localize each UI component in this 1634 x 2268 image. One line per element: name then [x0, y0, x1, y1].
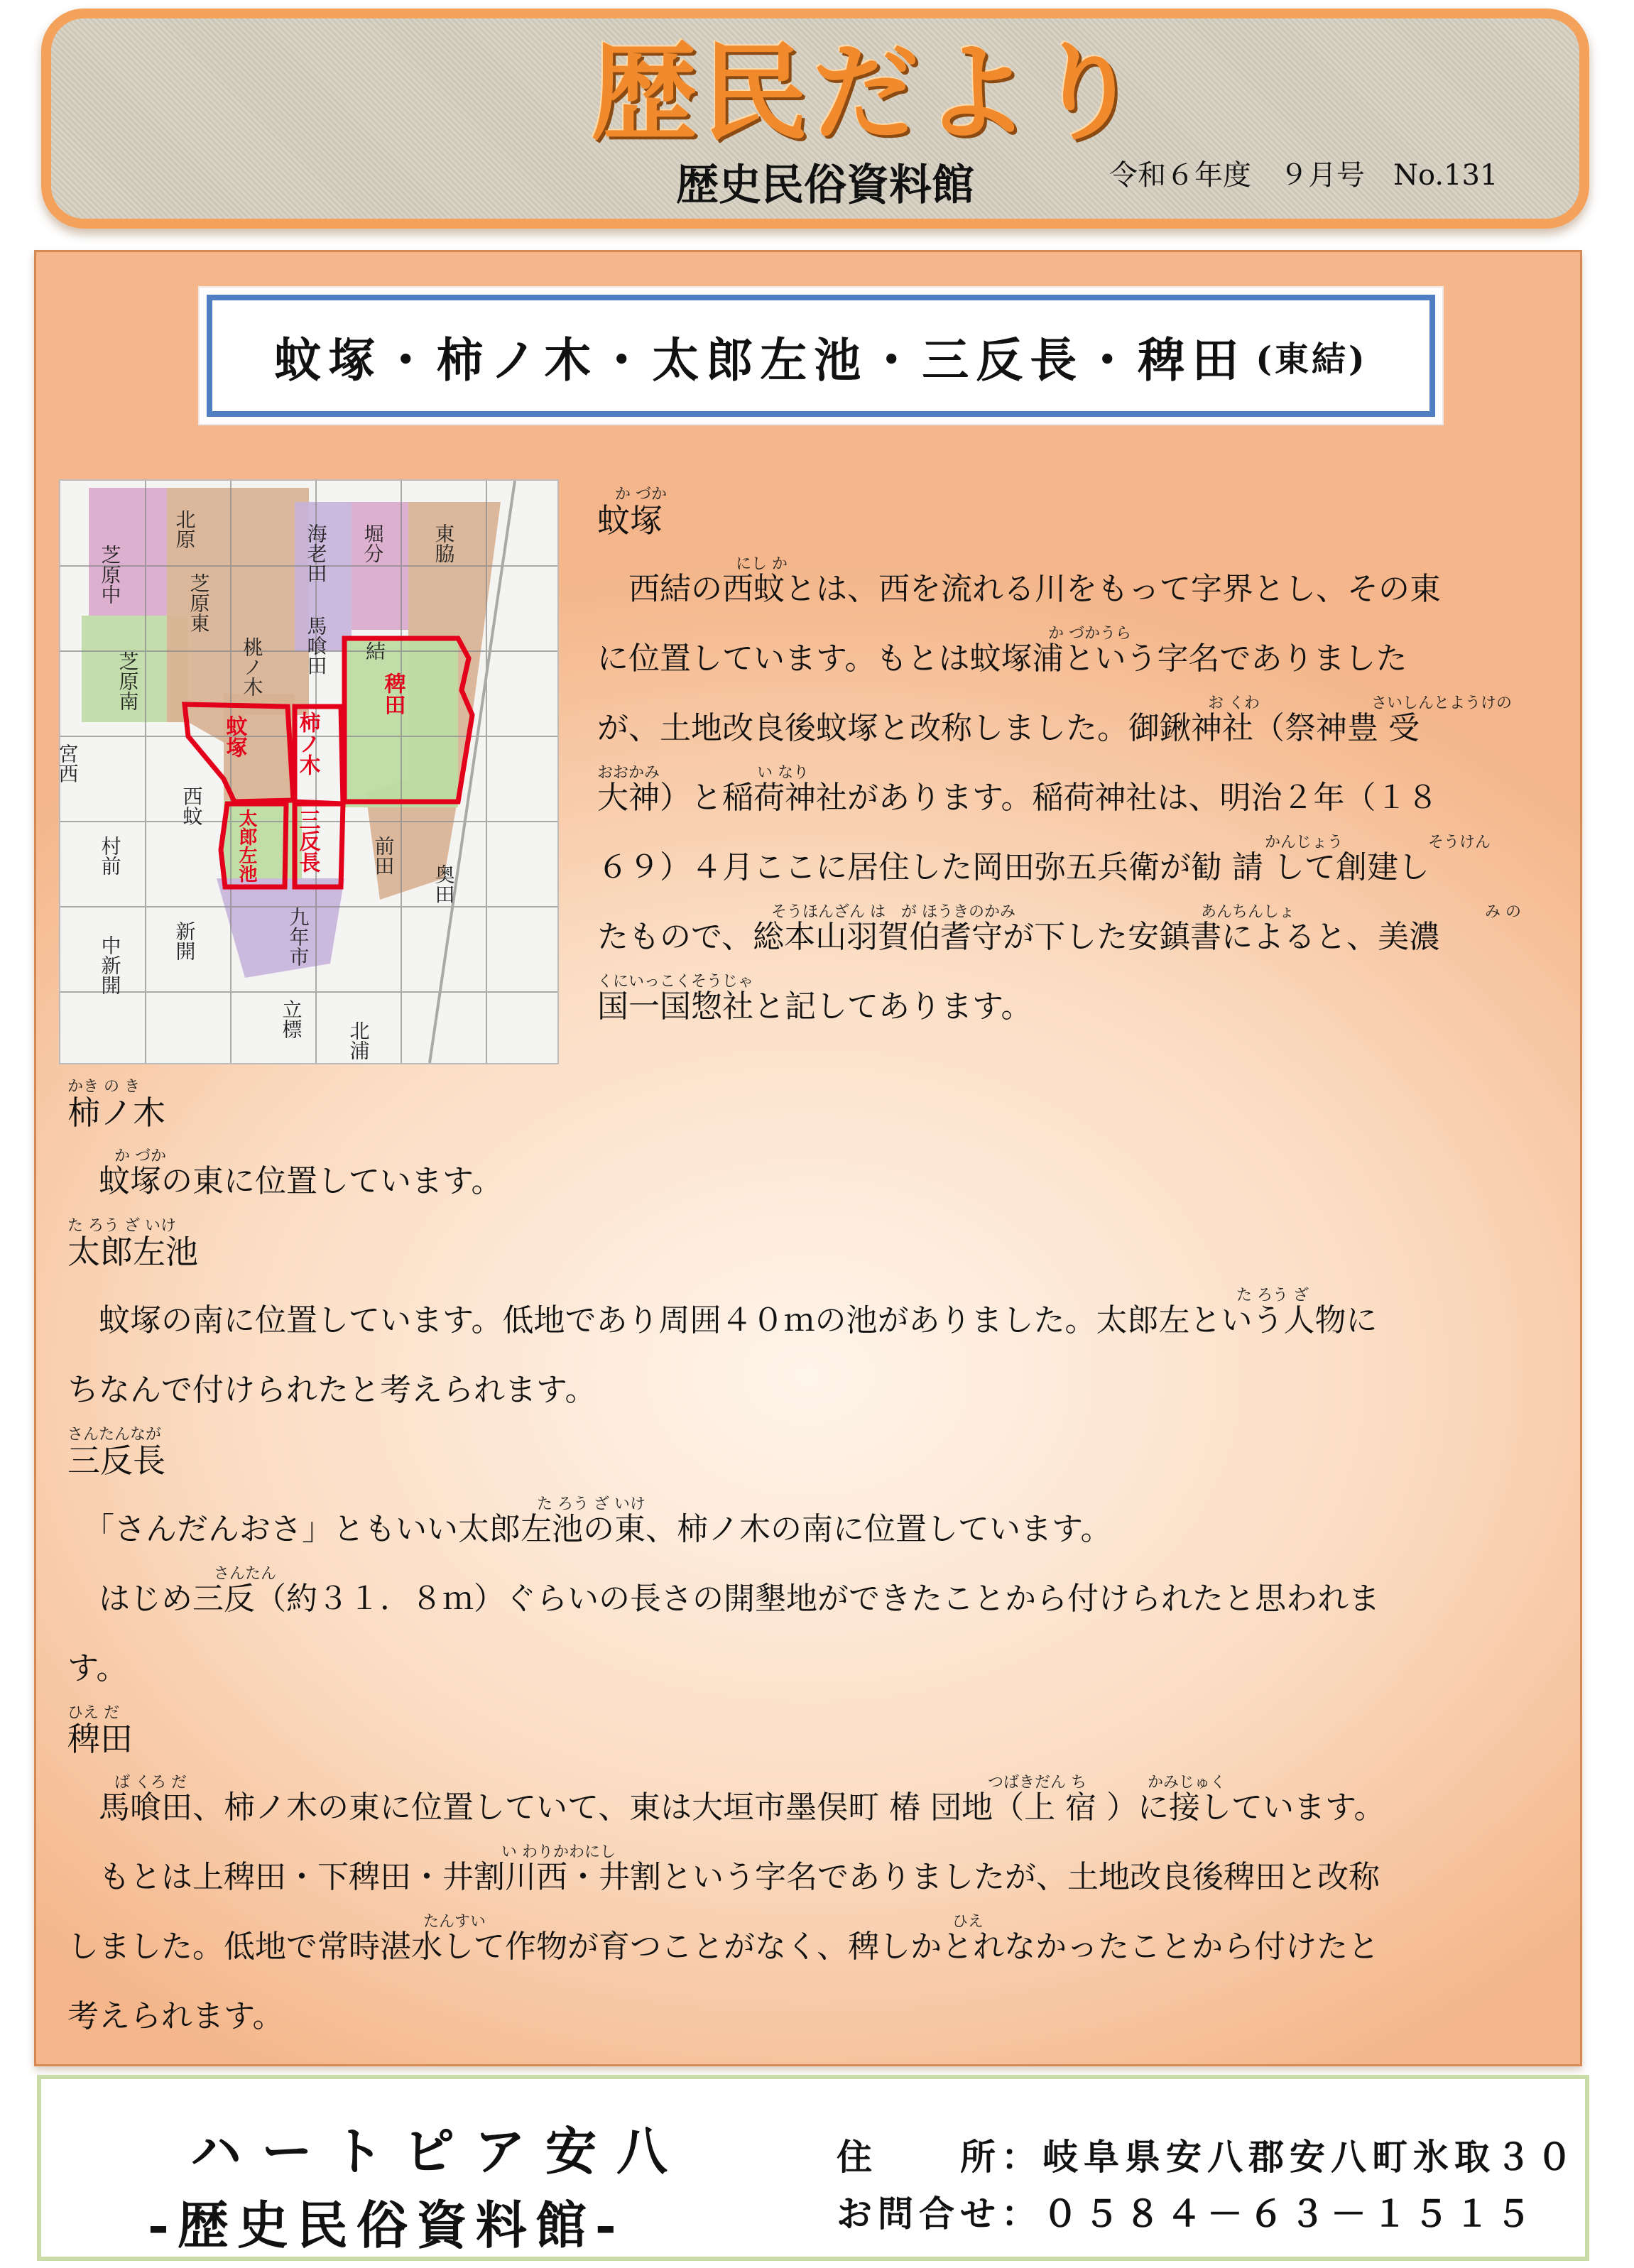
zone-kunenichi [217, 878, 344, 978]
santanchou-heading-ruby: さんたんなが [67, 1426, 162, 1444]
santanchou-ruby-tarozaike: た ろう ざ いけ [537, 1495, 646, 1513]
article-title-area: (東結) [1256, 339, 1368, 379]
santanchou-ruby-santan: さんたん [214, 1565, 277, 1583]
facility-subname: ‐歴史民俗資料館‐ [148, 2195, 625, 2255]
address-label: 住 所： [837, 2136, 1042, 2178]
hieda-ruby-bakuroda: ば くろ だ [114, 1774, 187, 1792]
tarozaike-line-1: 蚊塚の南に位置しています。低地であり周囲４０ｍの池がありました。太郎左という人物に [67, 1302, 1378, 1339]
santanchou-line-2: はじめ三反（約３１．８ｍ）ぐらいの長さの開墾地ができたことから付けられたと思われま [67, 1581, 1380, 1617]
map-label-maeda: 前田 [371, 836, 396, 876]
map-label-shibaharaminami: 芝原南 [116, 651, 140, 711]
map-label-tatejime: 立標 [279, 999, 303, 1039]
address-value: 岐阜県安八郡安八町氷取３０ [1042, 2136, 1578, 2178]
map-label-muramae: 村前 [98, 836, 122, 876]
phone-number[interactable]: ０５８４－６３－１５１５ [1042, 2193, 1537, 2235]
district-map-svg [55, 481, 557, 1063]
hieda-ruby-kamijuku: かみじゅく [1148, 1774, 1226, 1792]
tarozaike-heading-ruby: た ろう ざ いけ [67, 1217, 176, 1235]
newsletter-header [41, 9, 1589, 229]
kazuka-ruby-okuwa: お くわ [1208, 694, 1260, 712]
kazuka-line-4: 大神）と稲荷神社があります。稲荷神社は、明治２年（１８ [597, 780, 1439, 816]
map-label-hieda: 稗田 [380, 672, 405, 715]
map-label-nakashinkai: 中新開 [98, 935, 122, 995]
newsletter-title: 歴民だより [591, 32, 1145, 156]
issue-info: 令和６年度 ９月号 No.131 [1109, 159, 1498, 192]
hieda-ruby-iwarikawanishi: い わりかわにし [501, 1843, 616, 1861]
facility-name: ハートピア安八 [190, 2121, 688, 2181]
santanchou-heading: 三反長 [67, 1441, 165, 1480]
article-title: 蚊塚・柿ノ木・太郎左池・三反長・稗田 [274, 332, 1246, 388]
kazuka-line-1: 西結の西蚊とは、西を流れる川をもって字界とし、その東 [597, 571, 1441, 607]
kazuka-ruby-kazukaura: か づかうら [1048, 625, 1131, 643]
map-label-kazuka: 蚊塚 [222, 715, 247, 758]
map-label-shibaharahigashi: 芝原東 [187, 573, 211, 633]
map-label-higashiwaki: 東脇 [432, 523, 456, 563]
kazuka-ruby-anchinsho: あんちんしょ [1201, 903, 1295, 921]
kazuka-ruby-kanjou: かんじょう [1265, 834, 1344, 851]
kazuka-ruby-souken: そうけん [1428, 834, 1491, 851]
map-label-shibaharanaka: 芝原中 [98, 545, 122, 604]
map-label-santanchou: 三反長 [295, 809, 320, 873]
tarozaike-heading: 太郎左池 [67, 1233, 198, 1271]
kakinoki-line-ruby: か づか [114, 1147, 166, 1165]
map-label-kunenichi: 九年市 [286, 907, 310, 966]
kakinoki-heading: 柿ノ木 [67, 1094, 165, 1132]
kakinoki-heading-ruby: かき の き [67, 1078, 140, 1096]
map-label-kitahara: 北原 [173, 509, 197, 549]
article-title-box [200, 288, 1442, 424]
kazuka-ruby-inari: い なり [757, 764, 809, 782]
map-label-okuda: 奥田 [432, 864, 456, 904]
kazuka-ruby-kuniikkoku: くにいっこくそうじゃ [597, 973, 754, 991]
address-row [837, 2129, 1578, 2180]
hieda-heading: 稗田 [67, 1720, 133, 1758]
map-label-ebita: 海老田 [304, 523, 328, 583]
hieda-line-3: しました。低地で常時湛水して作物が育つことがなく、稗しかとれなかったことから付けたと [67, 1929, 1380, 1965]
kazuka-ruby-ookami: おおかみ [597, 764, 660, 782]
map-label-kitaura: 北浦 [347, 1020, 371, 1060]
map-label-horiwake: 堀分 [361, 523, 385, 563]
kazuka-line-7: 国一国惣社と記してあります。 [597, 988, 1033, 1025]
hieda-ruby-hie: ひえ [952, 1913, 984, 1931]
map-label-momonoki: 桃ノ木 [240, 637, 264, 697]
kazuka-ruby-mino: み の [1485, 903, 1521, 921]
kazuka-line-5: ６９）４月ここに居住した岡田弥五兵衛が勧 請 して創建し [597, 849, 1429, 885]
footer-box [37, 2075, 1589, 2261]
map-label-musubi: 結 [366, 640, 386, 663]
district-map [55, 479, 559, 1064]
tarozaike-line-2: ちなんで付けられたと考えられます。 [67, 1372, 597, 1408]
map-label-shinkai: 新開 [173, 921, 197, 961]
santanchou-line-3: す。 [67, 1650, 128, 1686]
hieda-heading-ruby: ひえ だ [67, 1704, 119, 1722]
kazuka-line-2: に位置しています。もとは蚊塚浦という字名でありました [597, 640, 1407, 677]
article-title-frame [207, 295, 1435, 417]
map-label-tarozaike: 太郎左池 [236, 809, 257, 883]
contact-label: お問合せ： [837, 2193, 1042, 2235]
kazuka-ruby-nishika: にし か [736, 555, 788, 573]
hieda-line-4: 考えられます。 [67, 1998, 284, 2034]
museum-name: 歴史民俗資料館 [676, 160, 974, 210]
kazuka-ruby-saishin: さいしんとようけの [1371, 694, 1513, 712]
hieda-line-2: もとは上稗田・下稗田・井割川西・井割という字名でありましたが、土地改良後稗田と改称 [67, 1859, 1380, 1895]
kazuka-line-6: たもので、総本山羽賀伯耆守が下した安鎮書によると、美濃 [597, 919, 1441, 955]
kazuka-ruby-souhonzan: そうほんざん は が ほうきのかみ [771, 903, 1015, 921]
santanchou-line-1: 「さんだんおさ」ともいい太郎左池の東、柿ノ木の南に位置しています。 [67, 1511, 1112, 1547]
map-label-nishika: 西蚊 [180, 786, 204, 826]
kakinoki-line-1: 蚊塚の東に位置しています。 [67, 1163, 503, 1199]
kazuka-heading: 蚊塚 [597, 501, 663, 540]
contact-row [837, 2186, 1537, 2237]
hieda-ruby-tansui: たんすい [423, 1913, 486, 1931]
kazuka-line-3: が、土地改良後蚊塚と改称しました。御鍬神社（祭神豊 受 [597, 710, 1420, 746]
hieda-line-1: 馬喰田、柿ノ木の東に位置していて、東は大垣市墨俣町 椿 団地（上 宿 ）に接しています。 [67, 1789, 1385, 1826]
main-panel [34, 250, 1582, 2066]
map-label-miyanishi: 宮西 [55, 743, 80, 783]
kazuka-heading-ruby: か づか [615, 486, 667, 503]
map-label-kakinoki: 柿ノ木 [295, 712, 320, 775]
map-label-bakuroda: 馬喰田 [304, 616, 328, 675]
hieda-ruby-tsubakidanchi: つばきだん ち [988, 1774, 1086, 1792]
tarozaike-line-ruby: た ろう ざ [1236, 1287, 1309, 1304]
